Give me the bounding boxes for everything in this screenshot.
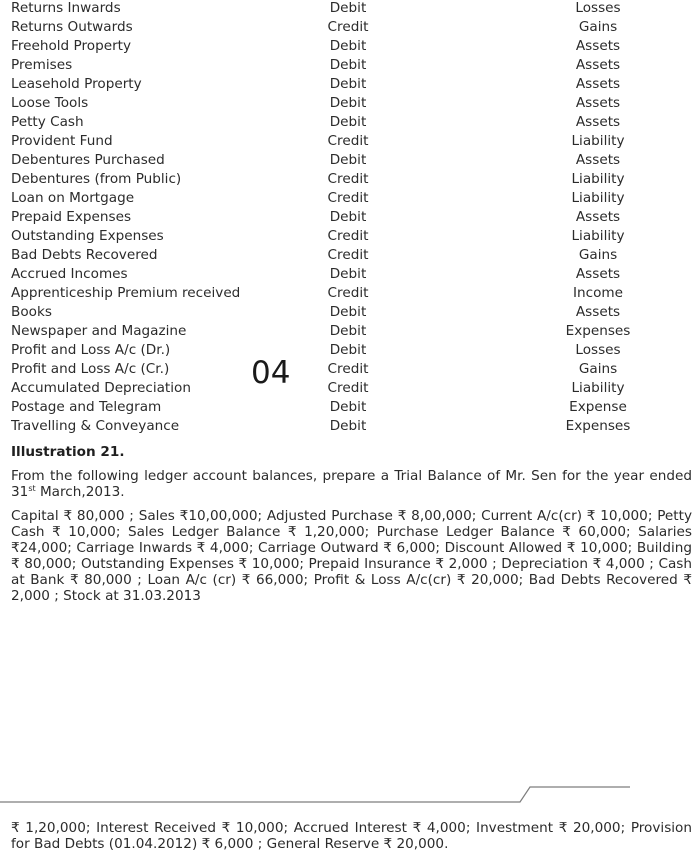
table-row xyxy=(0,208,696,227)
intro-text: From the following ledger account balances, prepare a Trial Balance of Mr. Sen for the year ended 31 xyxy=(11,468,692,500)
account-nature: Debit xyxy=(329,152,367,168)
table-row xyxy=(0,227,696,246)
table-row xyxy=(0,113,696,132)
account-name: Accumulated Depreciation xyxy=(11,380,191,396)
account-nature: Credit xyxy=(327,228,369,244)
account-category: Expenses xyxy=(565,418,631,434)
account-name: Prepaid Expenses xyxy=(11,209,132,225)
account-name: Debentures Purchased xyxy=(11,152,165,168)
account-category: Assets xyxy=(575,152,621,168)
account-nature: Debit xyxy=(329,76,367,92)
account-name: Apprenticeship Premium received xyxy=(11,285,241,301)
account-nature: Debit xyxy=(329,209,367,225)
account-category: Liability xyxy=(571,171,625,187)
account-name: Profit and Loss A/c (Cr.) xyxy=(11,361,170,377)
account-category: Income xyxy=(572,285,624,301)
table-row xyxy=(0,189,696,208)
account-nature: Debit xyxy=(329,399,367,415)
account-nature: Credit xyxy=(327,380,369,396)
account-nature: Credit xyxy=(327,285,369,301)
page-break-rule xyxy=(0,785,696,805)
account-nature: Debit xyxy=(329,418,367,434)
account-category: Assets xyxy=(575,114,621,130)
page-break-line xyxy=(0,787,630,802)
table-row xyxy=(0,170,696,189)
account-nature: Debit xyxy=(329,114,367,130)
account-nature: Credit xyxy=(327,19,369,35)
account-name: Returns Outwards xyxy=(11,19,133,35)
table-row xyxy=(0,322,696,341)
account-category: Liability xyxy=(571,133,625,149)
table-row xyxy=(0,56,696,75)
account-nature: Credit xyxy=(327,361,369,377)
account-name: Returns Inwards xyxy=(11,0,121,16)
balances-paragraph: Capital ₹ 80,000 ; Sales ₹10,00,000; Adjusted Purchase ₹ 8,00,000; Current A/c(cr) ₹ 10,000; Petty Cash ₹ 10,000; Sales Ledger Balance ₹ 1,20,000; Purchase Ledger Balance ₹ 60,000; Salaries ₹24,000; Carriage Inwards ₹ 4,000; Carriage Outward ₹ 6,000; Discount Allowed ₹ 10,000; Building ₹ 80,000; Outstanding Expenses ₹ 10,000; Prepaid Insurance ₹ 2,000 ; Depreciation ₹ 4,000 ; Cash at Bank ₹ 80,000 ; Loan A/c (cr) ₹ 66,000; Profit & Loss A/c(cr) ₹ 20,000; Bad Debts Recovered ₹ 2,000 ; Stock at 31.03.2013 xyxy=(11,508,692,604)
intro-text-end: March,2013. xyxy=(35,484,125,500)
account-category: Assets xyxy=(575,95,621,111)
table-row xyxy=(0,417,696,436)
account-name: Petty Cash xyxy=(11,114,84,130)
account-name: Bad Debts Recovered xyxy=(11,247,158,263)
table-row xyxy=(0,398,696,417)
illustration-intro xyxy=(11,468,692,500)
table-row xyxy=(0,0,696,18)
account-category: Liability xyxy=(571,228,625,244)
account-name: Newspaper and Magazine xyxy=(11,323,187,339)
account-nature: Debit xyxy=(329,57,367,73)
account-name: Profit and Loss A/c (Dr.) xyxy=(11,342,171,358)
account-name: Loan on Mortgage xyxy=(11,190,135,206)
account-nature: Credit xyxy=(327,171,369,187)
table-row xyxy=(0,379,696,398)
account-name: Outstanding Expenses xyxy=(11,228,164,244)
account-category: Expense xyxy=(569,399,627,415)
table-row xyxy=(0,284,696,303)
table-row xyxy=(0,303,696,322)
account-name: Books xyxy=(11,304,52,320)
account-name: Postage and Telegram xyxy=(11,399,162,415)
account-category: Gains xyxy=(578,361,618,377)
account-name: Premises xyxy=(11,57,73,73)
table-row xyxy=(0,265,696,284)
account-category: Assets xyxy=(575,209,621,225)
account-category: Liability xyxy=(571,190,625,206)
table-row xyxy=(0,341,696,360)
table-row xyxy=(0,151,696,170)
table-row xyxy=(0,37,696,56)
account-category: Expenses xyxy=(565,323,631,339)
account-name: Accrued Incomes xyxy=(11,266,128,282)
page-number: 04 xyxy=(251,355,291,391)
account-category: Assets xyxy=(575,76,621,92)
account-nature: Credit xyxy=(327,190,369,206)
account-nature: Debit xyxy=(329,38,367,54)
account-nature: Debit xyxy=(329,304,367,320)
account-category: Assets xyxy=(575,57,621,73)
account-nature: Debit xyxy=(329,323,367,339)
account-nature: Credit xyxy=(327,133,369,149)
account-category: Assets xyxy=(575,266,621,282)
intro-superscript: st xyxy=(28,484,36,493)
table-row xyxy=(0,132,696,151)
account-name: Leasehold Property xyxy=(11,76,142,92)
table-row xyxy=(0,75,696,94)
account-category: Assets xyxy=(575,38,621,54)
account-category: Losses xyxy=(575,342,621,358)
account-category: Gains xyxy=(578,19,618,35)
account-name: Loose Tools xyxy=(11,95,89,111)
illustration-title: Illustration 21. xyxy=(11,444,125,460)
account-name: Travelling & Conveyance xyxy=(11,418,180,434)
account-nature: Credit xyxy=(327,247,369,263)
account-nature: Debit xyxy=(329,95,367,111)
account-category: Losses xyxy=(575,0,621,16)
account-category: Liability xyxy=(571,380,625,396)
account-nature: Debit xyxy=(329,0,367,16)
account-name: Provident Fund xyxy=(11,133,113,149)
account-category: Assets xyxy=(575,304,621,320)
table-row xyxy=(0,246,696,265)
table-row xyxy=(0,18,696,37)
account-name: Freehold Property xyxy=(11,38,132,54)
account-nature: Debit xyxy=(329,342,367,358)
balances-paragraph-continued: ₹ 1,20,000; Interest Received ₹ 10,000; Accrued Interest ₹ 4,000; Investment ₹ 20,000; Provision for Bad Debts (01.04.2012) ₹ 6,000 ; General Reserve ₹ 20,000. xyxy=(11,820,692,852)
account-name: Debentures (from Public) xyxy=(11,171,182,187)
table-row xyxy=(0,360,696,379)
account-category: Gains xyxy=(578,247,618,263)
account-nature: Debit xyxy=(329,266,367,282)
table-row xyxy=(0,94,696,113)
